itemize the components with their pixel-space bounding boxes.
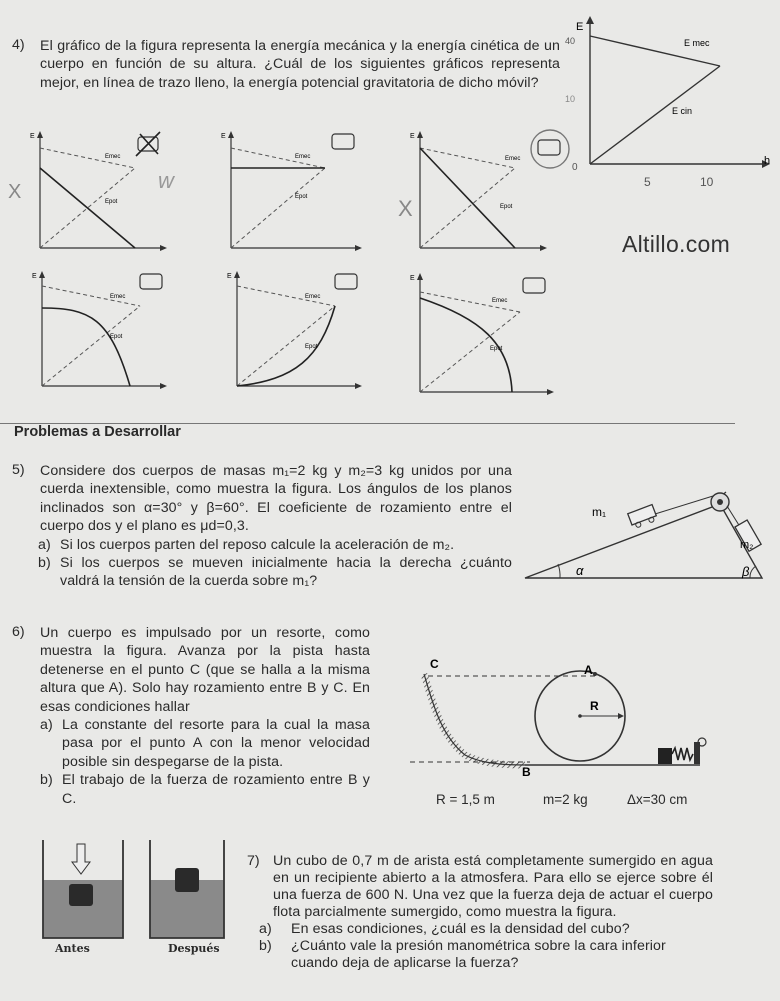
- option-3-epot: [420, 148, 515, 248]
- main-graph-xtick-5: 5: [644, 175, 651, 189]
- option-1-pot-label: Epot: [105, 199, 118, 205]
- q6-point-c: C: [430, 657, 439, 671]
- q5-block-m1: [628, 505, 658, 530]
- q7-figure: [35, 838, 235, 948]
- q5-item-b-label: b): [38, 555, 51, 572]
- q7-caption-after: Después: [168, 942, 220, 955]
- main-graph-emec-label: E mec: [684, 38, 710, 48]
- q5-item-b-text: Si los cuerpos se mueven inicialmente hacia la derecha ¿cuánto valdrá la tensión de la cuerda sobre m₁?: [60, 555, 512, 590]
- main-graph-xtick-0: 0: [572, 162, 578, 173]
- q7-caption-before: Antes: [55, 942, 90, 955]
- q5-item-b: [38, 554, 512, 591]
- main-graph-y-label: E: [576, 21, 584, 33]
- handwritten-x-1: X: [8, 181, 22, 203]
- option-4-pot-label: Epot: [110, 334, 123, 340]
- q6-item-a: [40, 716, 370, 771]
- q6-number: 6): [12, 624, 25, 640]
- option-graph-6: [380, 268, 580, 403]
- main-graph-ecin-line: [590, 66, 720, 164]
- option-4-epot: [42, 308, 130, 386]
- option-5-y-label: E: [227, 273, 232, 280]
- option-graph-3: [380, 128, 580, 258]
- q6-spring: [658, 738, 706, 764]
- option-6-y-label: E: [410, 275, 415, 282]
- section-title: Problemas a Desarrollar: [14, 424, 181, 440]
- q5-item-a-text: Si los cuerpos parten del reposo calcule la aceleración de m₂.: [60, 536, 455, 553]
- q7-item-a: [259, 921, 713, 938]
- option-6-mec-label: Emec: [492, 298, 508, 304]
- q6-data-mass: m=2 kg: [543, 792, 588, 807]
- q7-container-after: [150, 840, 224, 938]
- q7-item-b-label: b): [259, 938, 272, 954]
- option-3-y-label: E: [410, 133, 415, 140]
- q7-item-b: [259, 938, 713, 972]
- q5-block: [40, 462, 512, 591]
- q7-number: 7): [247, 853, 260, 869]
- q6-item-b: [40, 771, 370, 808]
- q5-number: 5): [12, 462, 25, 478]
- q5-item-a-label: a): [38, 536, 51, 553]
- q6-item-a-label: a): [40, 717, 53, 734]
- main-graph-ytick-40: 40: [565, 36, 576, 46]
- option-graph-2: [195, 128, 385, 258]
- option-4-checkbox[interactable]: [140, 274, 162, 289]
- option-3-checkbox[interactable]: [538, 140, 560, 155]
- option-graph-1: [0, 128, 200, 258]
- q5-item-a: [38, 536, 512, 554]
- q6-point-b: B: [522, 765, 531, 779]
- option-graph-4: [0, 268, 200, 398]
- handwritten-mark-1: w: [158, 168, 174, 193]
- q6-block: [40, 624, 370, 808]
- q6-data-dx: Δx=30 cm: [627, 792, 688, 807]
- option-5-checkbox[interactable]: [335, 274, 357, 289]
- option-2-mec-label: Emec: [295, 154, 311, 160]
- main-graph-xtick-10: 10: [700, 175, 714, 189]
- option-1-y-label: E: [30, 133, 35, 140]
- q4-text: El gráfico de la figura representa la energía mecánica y la energía cinética de un cuerpo en función de su altura. ¿Cuál de los siguientes gráficos representa mejor, en línea de trazo lleno, la energía potencial gravitatoria de dicho móvil?: [40, 38, 560, 91]
- option-1-mec-label: Emec: [105, 154, 121, 160]
- q5-text: Considere dos cuerpos de masas m₁=2 kg y m₂=3 kg unidos por una cuerda inextensible, como muestra la figura. Los ángulos de los planos inclinados son α=30° y β=60°. El coeficiente de rozamiento entre el cuerpo dos y el plano es μd=0,3.: [40, 463, 512, 535]
- option-2-pot-label: Epot: [295, 194, 308, 200]
- option-3-mec-label: Emec: [505, 156, 521, 162]
- q7-item-a-text: En esas condiciones, ¿cuál es la densidad del cubo?: [291, 921, 630, 937]
- q5-alpha-label: α: [576, 563, 584, 578]
- q7-container-before: [43, 840, 123, 938]
- q6-figure: [410, 650, 710, 780]
- option-6-pot-label: Epot: [490, 346, 503, 352]
- option-1-check-mark: [136, 132, 160, 156]
- q4-main-graph: [562, 14, 776, 204]
- option-2-checkbox[interactable]: [332, 134, 354, 149]
- q6-text: Un cuerpo es impulsado por un resorte, como muestra la figura. Avanza por la pista hasta detenerse en el punto C (que se halla a la misma altura que A). Solo hay rozamiento entre B y C. En esas condiciones hallar: [40, 625, 370, 715]
- q4-number: 4): [12, 37, 25, 53]
- option-3-pot-label: Epot: [500, 204, 513, 210]
- q5-figure: [520, 482, 770, 586]
- q7-item-b-text: ¿Cuánto vale la presión manométrica sobre la cara inferior cuando deja de aplicarse la fuerza?: [291, 938, 666, 971]
- option-5-mec-label: Emec: [305, 294, 321, 300]
- option-4-y-label: E: [32, 273, 37, 280]
- watermark: Altillo.com: [622, 231, 731, 257]
- option-5-pot-label: Epot: [305, 344, 318, 350]
- q7-text: Un cubo de 0,7 m de arista está completamente sumergido en agua en un recipiente abierto a la atmosfera. Para ello se ejerce sobre él una fuerza de 600 N. Una vez que la fuerza deja de actuar el cuerpo flota parcialmente sumergido, como muestra la figura.: [273, 853, 713, 920]
- option-2-y-label: E: [221, 133, 226, 140]
- main-graph-ecin-label: E cin: [672, 106, 693, 116]
- option-3-circle-mark: [531, 130, 569, 168]
- q5-m2-label: m₂: [740, 539, 754, 551]
- main-graph-x-label: h: [764, 155, 771, 167]
- handwritten-x-3: X: [398, 196, 413, 221]
- option-6-epot: [420, 298, 512, 392]
- option-4-mec-label: Emec: [110, 294, 126, 300]
- q6-radius-label: R: [590, 699, 599, 713]
- q6-item-b-text: El trabajo de la fuerza de rozamiento entre B y C.: [62, 772, 370, 807]
- option-6-checkbox[interactable]: [523, 278, 545, 293]
- q5-m1-label: m₁: [592, 505, 607, 519]
- q6-item-a-text: La constante del resorte para la cual la masa pasa por el punto A con la menor velocidad posible sin despegarse de la pista.: [62, 717, 370, 770]
- q5-beta-label: β: [742, 564, 750, 579]
- q6-data-radius: R = 1,5 m: [436, 792, 495, 807]
- option-graph-5: [195, 268, 385, 398]
- q7-item-a-label: a): [259, 921, 272, 937]
- main-graph-ytick-10: 10: [565, 94, 576, 104]
- q6-item-b-label: b): [40, 772, 53, 789]
- q6-point-a: A: [584, 663, 593, 677]
- q7-block: [259, 853, 713, 972]
